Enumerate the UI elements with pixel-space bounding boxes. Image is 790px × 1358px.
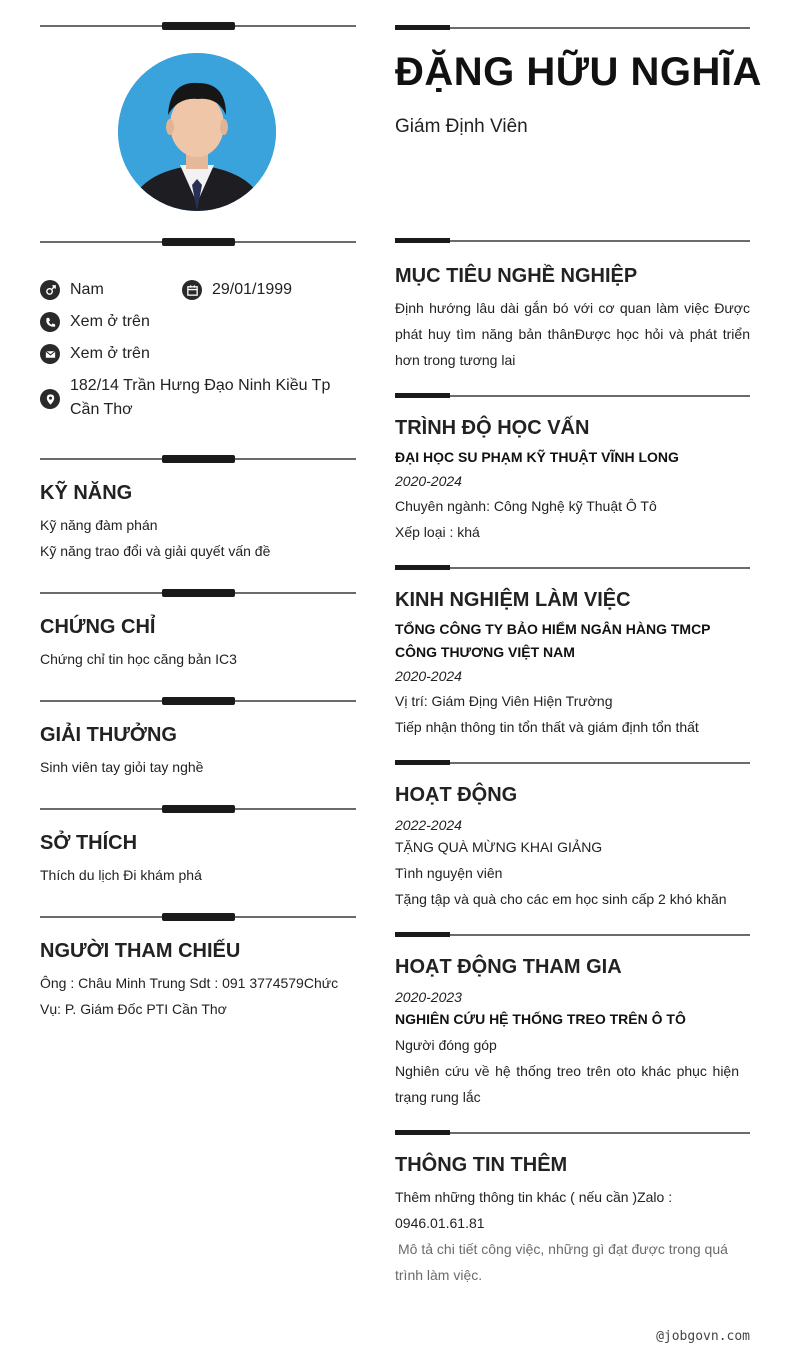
education-title: TRÌNH ĐỘ HỌC VẤN [395, 417, 590, 439]
left-divider [40, 913, 356, 921]
gender-value: Nam [70, 281, 104, 298]
email-value: Xem ở trên [70, 345, 150, 362]
extra-text: Thêm những thông tin khác ( nếu cần )Zalo : 0946.01.61.81 [395, 1189, 673, 1231]
education-period: 2020-2024 [395, 473, 462, 489]
experience-position: Vị trí: Giám Địng Viên Hiện Trường [395, 693, 613, 709]
gender-icon [40, 280, 60, 300]
activity-line: TẶNG QUÀ MỪNG KHAI GIẢNG [395, 839, 603, 855]
activity-line: Tặng tập và quà cho các em học sinh cấp 2 khó khăn [395, 891, 727, 907]
email-row [40, 342, 150, 366]
right-divider [395, 25, 750, 31]
email-icon [40, 344, 60, 364]
gender-row [40, 278, 104, 302]
right-divider [395, 760, 750, 766]
footer-watermark: @jobgovn.com [656, 1329, 750, 1344]
avatar-photo [118, 53, 276, 211]
references-title: NGƯỜI THAM CHIẾU [40, 940, 241, 962]
address-row [40, 374, 340, 422]
hobby-item: Thích du lịch Đi khám phá [40, 867, 202, 883]
extra-placeholder: Mô tả chi tiết công việc, những gì đạt được trong quá trình làm việc. [395, 1241, 728, 1283]
education-school: ĐẠI HỌC SU PHẠM KỸ THUẬT VĨNH LONG [395, 449, 679, 465]
skill-item: Kỹ năng trao đổi và giải quyết vấn đề [40, 543, 271, 559]
awards-title: GIẢI THƯỞNG [40, 724, 177, 746]
activity-line: Tình nguyện viên [395, 865, 503, 881]
certificate-item: Chứng chỉ tin học căng bản IC3 [40, 651, 237, 667]
left-divider [40, 589, 356, 597]
experience-company: TỔNG CÔNG TY BẢO HIỂM NGÂN HÀNG TMCP CÔNG THƯƠNG VIỆT NAM [395, 621, 711, 660]
job-title: Giám Định Viên [395, 116, 528, 137]
participation-role: Người đóng góp [395, 1037, 497, 1053]
participation-project: NGHIÊN CỨU HỆ THỐNG TREO TRÊN Ô TÔ [395, 1011, 686, 1027]
experience-period: 2020-2024 [395, 668, 462, 684]
extra-title: THÔNG TIN THÊM [395, 1154, 568, 1176]
left-divider [40, 238, 356, 246]
phone-row [40, 310, 150, 334]
participation-period: 2020-2023 [395, 989, 462, 1005]
references-text: Ông : Châu Minh Trung Sdt : 091 3774579Chức Vụ: P. Giám Đốc PTI Cần Thơ [40, 975, 339, 1017]
phone-icon [40, 312, 60, 332]
phone-value: Xem ở trên [70, 313, 150, 330]
calendar-icon [182, 280, 202, 300]
right-divider [395, 1130, 750, 1136]
left-divider [40, 697, 356, 705]
address-value: 182/14 Trần Hưng Đạo Ninh Kiều Tp Cần Thơ [70, 377, 331, 418]
experience-duty: Tiếp nhận thông tin tổn thất và giám định tổn thất [395, 719, 699, 735]
certificates-title: CHỨNG CHỈ [40, 616, 156, 638]
participation-desc: Nghiên cứu về hệ thống treo trên oto khác phục hiện trạng rung lắc [395, 1063, 739, 1105]
right-divider [395, 393, 750, 399]
experience-title: KINH NGHIỆM LÀM VIỆC [395, 589, 631, 611]
skill-item: Kỹ năng đàm phán [40, 517, 158, 533]
award-item: Sinh viên tay giỏi tay nghề [40, 759, 204, 775]
birthday-row [182, 278, 292, 302]
birthday-value: 29/01/1999 [212, 281, 293, 298]
education-rank: Xếp loại : khá [395, 524, 480, 540]
candidate-name: ĐẶNG HỮU NGHĨA [395, 50, 762, 94]
activities-title: HOẠT ĐỘNG [395, 784, 518, 806]
right-divider [395, 565, 750, 571]
right-divider [395, 932, 750, 938]
right-divider [395, 238, 750, 244]
hobbies-title: SỞ THÍCH [40, 832, 138, 854]
left-divider [40, 22, 356, 30]
avatar [118, 53, 276, 211]
location-icon [40, 389, 60, 409]
left-divider [40, 805, 356, 813]
activities-period: 2022-2024 [395, 817, 462, 833]
participation-title: HOẠT ĐỘNG THAM GIA [395, 956, 622, 978]
objective-title: MỤC TIÊU NGHỀ NGHIỆP [395, 265, 638, 287]
objective-text: Định hướng lâu dài gắn bó với cơ quan làm việc Được phát huy tìm năng bản thânĐược học hỏi và phát triển hơn trong tương lai [395, 300, 750, 368]
skills-title: KỸ NĂNG [40, 482, 133, 504]
education-major: Chuyên ngành: Công Nghệ kỹ Thuật Ô Tô [395, 498, 657, 514]
left-divider [40, 455, 356, 463]
